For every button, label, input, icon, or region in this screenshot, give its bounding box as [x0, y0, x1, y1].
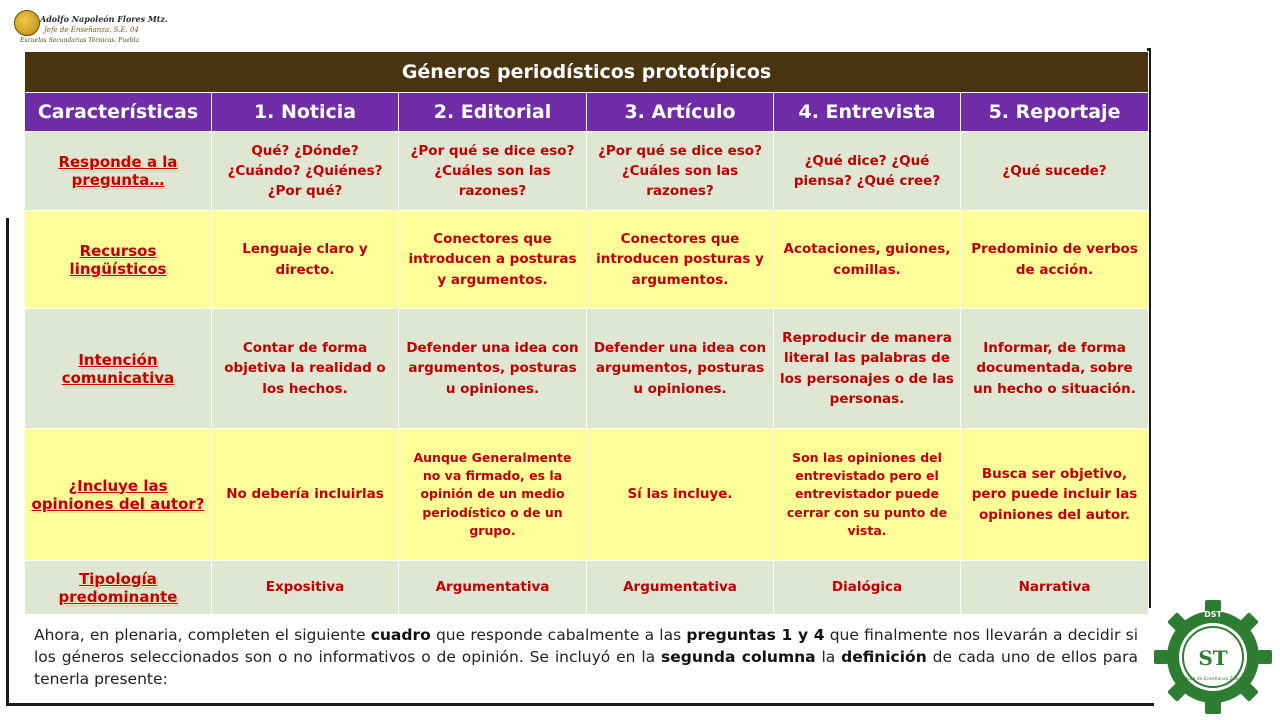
instructions-emphasis: cuadro: [370, 626, 431, 644]
table-cell: Predominio de verbos de acción.: [961, 211, 1149, 309]
instructions-text: la: [815, 648, 842, 667]
table-cell: Sí las incluye.: [587, 429, 774, 561]
genres-table: [24, 51, 1149, 615]
table-cell: Narrativa: [961, 561, 1149, 615]
instructions-emphasis: segunda columna: [660, 648, 816, 667]
table-cell: Conectores que introducen posturas y argumentos.: [587, 211, 774, 309]
instructions-text: que finalmente nos llevarán a decidir si los géneros seleccionados son o no informativos o de opinión. Se incluyó en la: [34, 626, 1138, 667]
table-cell: ¿Qué sucede?: [961, 132, 1149, 211]
table-cell: Lenguaje claro y directo.: [212, 211, 399, 309]
table-cell: Defender una idea con argumentos, posturas u opiniones.: [587, 309, 774, 429]
logo-role: Jefe de Enseñanza. S.E. 04: [44, 26, 139, 34]
seal-mark: ST: [1198, 646, 1228, 670]
instructions-emphasis: definición: [841, 648, 927, 667]
table-cell: Informar, de forma documentada, sobre un hecho o situación.: [961, 309, 1149, 429]
instructions-text: Ahora, en plenaria, completen el siguiente: [34, 626, 371, 644]
table-cell: Qué? ¿Dónde? ¿Cuándo? ¿Quiénes? ¿Por qué?: [212, 132, 399, 211]
table-title: Géneros periodísticos prototípicos: [25, 52, 1149, 93]
table-row: [25, 132, 1149, 211]
author-logo: [14, 10, 168, 50]
table-row: [25, 429, 1149, 561]
header-editorial: 2. Editorial: [399, 93, 587, 132]
table-cell: Argumentativa: [399, 561, 587, 615]
table-cell: Contar de forma objetiva la realidad o los hechos.: [212, 309, 399, 429]
instructions-paragraph: [34, 624, 1138, 690]
table-cell: Acotaciones, guiones, comillas.: [774, 211, 961, 309]
logo-institution: Escuelas Secundarias Técnicas. Puebla: [20, 37, 140, 44]
table-cell: Conectores que introducen a posturas y argumentos.: [399, 211, 587, 309]
table-cell: Argumentativa: [587, 561, 774, 615]
table-cell: ¿Por qué se dice eso? ¿Cuáles son las razones?: [399, 132, 587, 211]
table-row: [25, 309, 1149, 429]
table-row: [25, 211, 1149, 309]
table-cell: Reproducir de manera literal las palabras de los personajes o de las personas.: [774, 309, 961, 429]
row-label-pregunta: Responde a la pregunta…: [25, 132, 212, 211]
row-label-tipologia: Tipología predominante: [25, 561, 212, 615]
instructions-emphasis: preguntas 1 y 4: [686, 626, 825, 644]
header-caracteristicas: Características: [25, 93, 212, 132]
instructions-text: que responde cabalmente a las: [430, 626, 687, 644]
table-row: [25, 561, 1149, 615]
table-cell: Dialógica: [774, 561, 961, 615]
header-entrevista: 4. Entrevista: [774, 93, 961, 132]
table-cell: Busca ser objetivo, pero puede incluir las opiniones del autor.: [961, 429, 1149, 561]
row-label-intencion: Intención comunicativa: [25, 309, 212, 429]
seal-bottom-text: Jefatura de Enseñanza Zona 04: [1177, 677, 1249, 682]
instructions-text: de cada uno de ellos para tenerla presente:: [34, 648, 1139, 689]
logo-name: Adolfo Napoleón Flores Mtz.: [40, 14, 168, 24]
table-cell: ¿Por qué se dice eso? ¿Cuáles son las razones?: [587, 132, 774, 211]
table-cell: Aunque Generalmente no va firmado, es la opinión de un medio periodístico o de un grupo.: [399, 429, 587, 561]
seal-top-text: DST: [1204, 610, 1222, 619]
header-noticia: 1. Noticia: [212, 93, 399, 132]
table-title-row: [25, 52, 1149, 93]
table-header-row: [25, 93, 1149, 132]
logo-a-icon: [14, 10, 40, 36]
table-cell: Expositiva: [212, 561, 399, 615]
row-label-opiniones: ¿Incluye las opiniones del autor?: [25, 429, 212, 561]
dst-seal-icon: [1152, 598, 1274, 716]
header-articulo: 3. Artículo: [587, 93, 774, 132]
frame-line-left: [6, 218, 9, 706]
table-cell: Defender una idea con argumentos, posturas u opiniones.: [399, 309, 587, 429]
header-reportaje: 5. Reportaje: [961, 93, 1149, 132]
row-label-recursos: Recursos lingüísticos: [25, 211, 212, 309]
table-cell: ¿Qué dice? ¿Qué piensa? ¿Qué cree?: [774, 132, 961, 211]
table-cell: No debería incluirlas: [212, 429, 399, 561]
frame-line-bottom: [6, 703, 1154, 706]
table-cell: Son las opiniones del entrevistado pero el entrevistador puede cerrar con su punto de vista.: [774, 429, 961, 561]
